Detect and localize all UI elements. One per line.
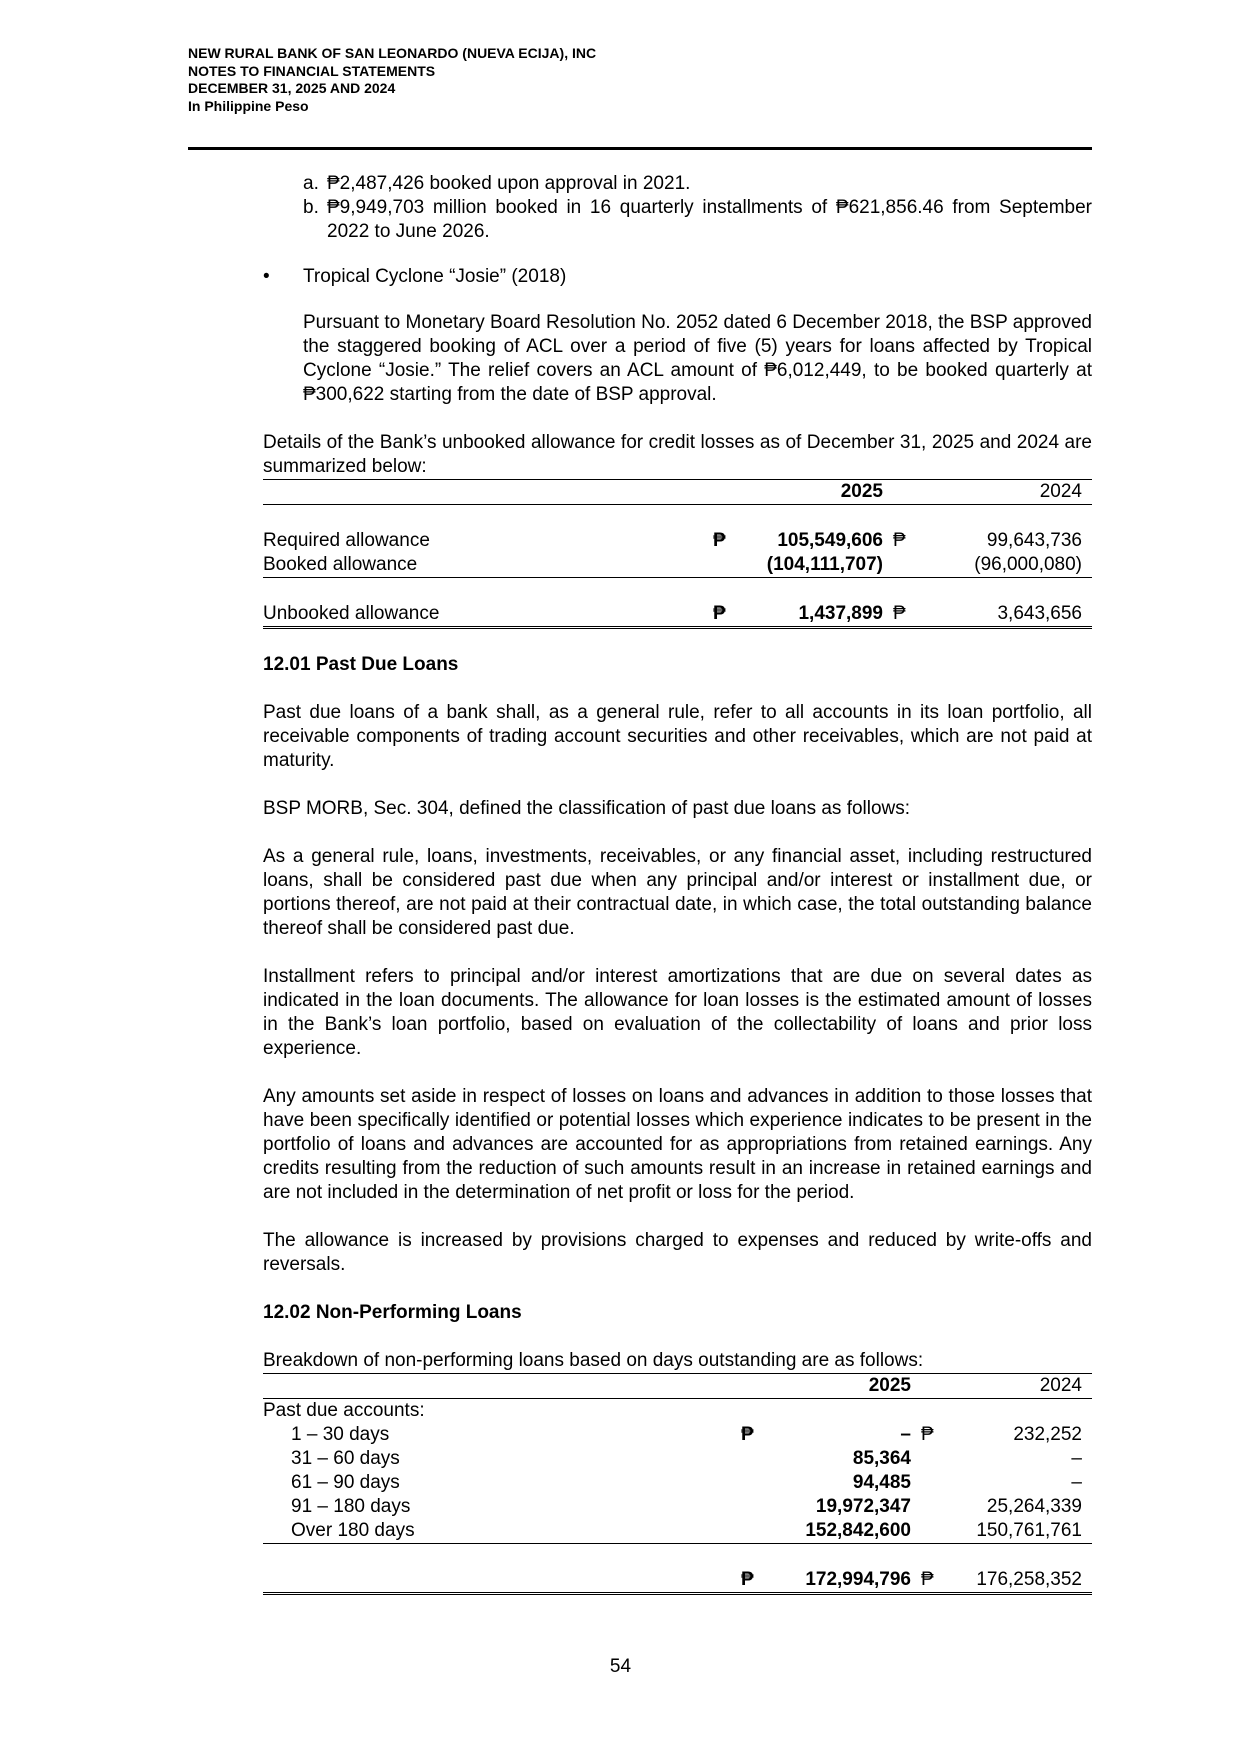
section-heading-past-due: 12.01 Past Due Loans (263, 654, 459, 675)
paragraph: Past due loans of a bank shall, as a general rule, refer to all accounts in its loan portfolio, all receivable components of trading account securities and other receivables, which are not paid at maturity. (263, 702, 1092, 771)
table-row (263, 1519, 1092, 1544)
list-item-text: ₱9,949,703 million booked in 16 quarterly installments of ₱621,856.46 from September 2022 to June 2026. (327, 197, 1092, 242)
table-row (263, 1495, 1092, 1519)
total-2024: 3,643,656 (933, 602, 1092, 628)
table-row (263, 553, 1092, 578)
table-group-row (263, 1399, 1092, 1424)
value-2025: 105,549,606 (777, 530, 883, 551)
paragraph: The allowance is increased by provisions charged to expenses and reduced by write-offs and reversals. (263, 1230, 1092, 1275)
table-header-row (263, 1374, 1092, 1399)
allowance-intro-text: Details of the Bank’s unbooked allowance for credit losses as of December 31, 2025 and 2024 are summarized below: (263, 432, 1092, 477)
value-2025: 94,485 (852, 1472, 911, 1493)
paragraph: Installment refers to principal and/or interest amortizations that are due on several dates as indicated in the loan documents. The allowance for loan losses is the estimated amount of losses in the Bank’s loan portfolio, based on evaluation of the collectability of loans and prior loss experience. (263, 966, 1092, 1059)
total-2025: 172,994,796 (781, 1568, 911, 1594)
value-2024: (96,000,080) (933, 553, 1092, 578)
paragraph: As a general rule, loans, investments, receivables, or any financial asset, including restructured loans, shall be considered past due when any principal and/or interest or installment due, or portions thereof, are not paid at their contractual date, in which case, the total outstanding balance thereof shall be considered past due. (263, 846, 1092, 939)
bullet-icon: • (263, 266, 270, 287)
peso-sign: ₱ (883, 602, 933, 628)
table-row (263, 1423, 1092, 1447)
row-label: Booked allowance (263, 553, 713, 578)
list-item-label: a. (303, 173, 319, 194)
column-header-2025: 2025 (781, 1374, 911, 1399)
column-header-2025: 2025 (753, 480, 883, 505)
paragraph: BSP MORB, Sec. 304, defined the classification of past due loans as follows: (263, 798, 911, 819)
value-2024: 150,761,761 (961, 1519, 1092, 1544)
value-2025: – (900, 1424, 911, 1445)
list-item (303, 172, 1092, 196)
row-label: 31 – 60 days (291, 1448, 400, 1469)
allowance-table (263, 479, 1092, 629)
currency-note: In Philippine Peso (188, 97, 309, 114)
row-label: 1 – 30 days (291, 1424, 390, 1445)
list-item-label: b. (303, 197, 319, 218)
npl-table (263, 1373, 1092, 1595)
table-row (263, 1447, 1092, 1471)
value-2025: (104,111,707) (753, 553, 883, 578)
table-header-row (263, 480, 1092, 505)
value-2025: 85,364 (852, 1448, 911, 1469)
peso-sign: ₱ (893, 530, 906, 551)
total-2025: 1,437,899 (753, 602, 883, 628)
peso-sign: ₱ (911, 1568, 961, 1594)
josie-paragraph: Pursuant to Monetary Board Resolution No. 2052 dated 6 December 2018, the BSP approved the staggered booking of ACL over a period of five (5) years for loans affected by Tropical Cyclone “Josie.” The relief covers an ACL amount of ₱6,012,449, to be booked quarterly at ₱300,622 starting from the date of BSP approval. (303, 312, 1092, 405)
npl-intro: Breakdown of non-performing loans based on days outstanding are as follows: (263, 1350, 924, 1371)
section-heading-npl: 12.02 Non-Performing Loans (263, 1302, 522, 1323)
column-header-2024: 2024 (933, 480, 1092, 505)
peso-sign: ₱ (741, 1568, 781, 1594)
bullet-item (263, 265, 1092, 289)
value-2025: 152,842,600 (781, 1519, 911, 1544)
value-2024: – (1071, 1448, 1082, 1469)
column-header-2024: 2024 (961, 1374, 1092, 1399)
total-2024: 176,258,352 (961, 1568, 1092, 1594)
value-2024: 25,264,339 (986, 1496, 1082, 1517)
bank-name: NEW RURAL BANK OF SAN LEONARDO (NUEVA ECIJA), INC (188, 45, 597, 61)
header-rule (188, 147, 1092, 150)
value-2024: 99,643,736 (986, 530, 1082, 551)
value-2024: 232,252 (1013, 1424, 1082, 1445)
peso-sign: ₱ (921, 1424, 934, 1445)
list-item (303, 196, 1092, 244)
row-label: Required allowance (263, 530, 430, 551)
row-label: 61 – 90 days (291, 1472, 400, 1493)
paragraph: Any amounts set aside in respect of losses on loans and advances in addition to those losses that have been specifically identified or potential losses which experience indicates to be present in the portfolio of loans and advances are accounted for as appropriations from retained earnings. Any credits resulting from the reduction of such amounts result in an increase in retained earnings and are not included in the determination of net profit or loss for the period. (263, 1086, 1092, 1203)
table-total-row (263, 602, 1092, 628)
list-item-text: ₱2,487,426 booked upon approval in 2021. (327, 173, 691, 194)
table-row (263, 1471, 1092, 1495)
document-header (188, 45, 596, 115)
table-row (263, 529, 1092, 553)
bullet-title: Tropical Cyclone “Josie” (2018) (303, 266, 567, 287)
value-2024: – (1071, 1472, 1082, 1493)
peso-sign: ₱ (741, 1424, 754, 1445)
booking-list (303, 172, 1092, 244)
page-number: 54 (609, 1656, 632, 1677)
group-label: Past due accounts: (263, 1400, 425, 1421)
total-label: Unbooked allowance (263, 602, 713, 628)
peso-sign: ₱ (713, 530, 726, 551)
statement-title: NOTES TO FINANCIAL STATEMENTS (188, 62, 436, 79)
row-label: Over 180 days (263, 1519, 741, 1544)
page-body (263, 172, 1092, 1595)
row-label: 91 – 180 days (291, 1496, 411, 1517)
peso-sign: ₱ (713, 602, 753, 628)
statement-date: DECEMBER 31, 2025 AND 2024 (188, 80, 396, 96)
allowance-intro (263, 431, 1092, 479)
value-2025: 19,972,347 (815, 1496, 911, 1517)
table-total-row (263, 1568, 1092, 1594)
